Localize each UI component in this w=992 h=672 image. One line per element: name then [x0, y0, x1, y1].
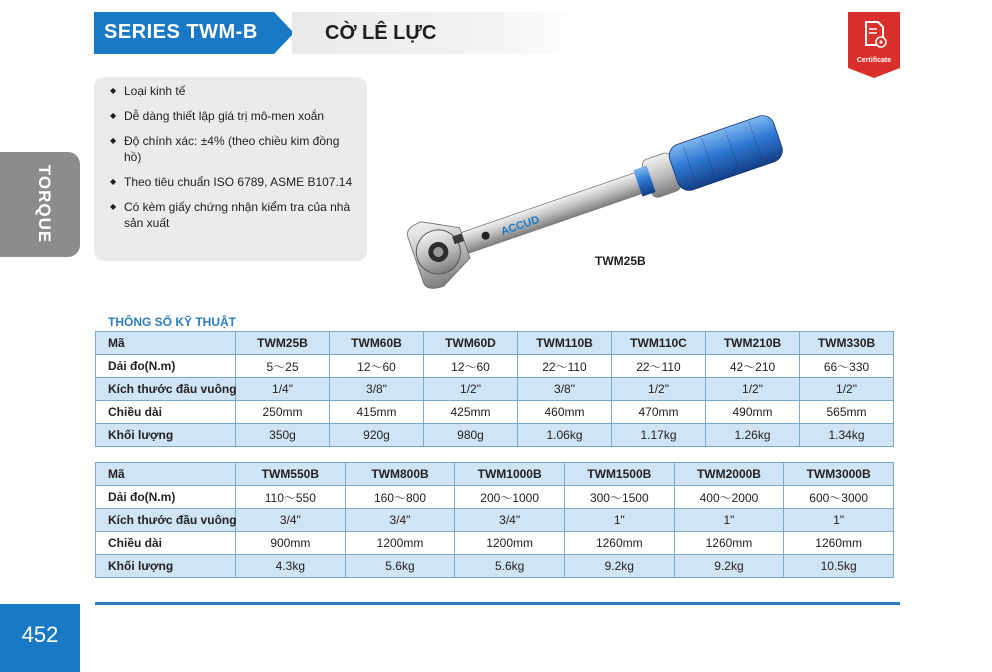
table-cell: 200～1000 — [455, 486, 565, 509]
table-row — [96, 532, 894, 555]
category-side-tab-label: TORQUE — [35, 164, 54, 244]
table-cell: 3/4" — [455, 509, 565, 532]
table-cell: 5～25 — [236, 355, 330, 378]
certificate-icon — [848, 12, 900, 78]
features-box — [94, 77, 367, 261]
table-cell: 66～330 — [800, 355, 894, 378]
page-number-box — [0, 604, 80, 672]
table-header-cell: TWM110B — [518, 332, 612, 355]
table-cell: 10.5kg — [784, 555, 894, 578]
table-row — [96, 486, 894, 509]
table-cell: 470mm — [612, 401, 706, 424]
table-cell: 1/4" — [236, 378, 330, 401]
table-cell: 9.2kg — [674, 555, 784, 578]
table-cell: 110～550 — [236, 486, 346, 509]
table-cell: 160～800 — [345, 486, 455, 509]
table-cell: 4.3kg — [236, 555, 346, 578]
table-cell: 22～110 — [612, 355, 706, 378]
table-cell: 425mm — [424, 401, 518, 424]
table-header-cell: TWM2000B — [674, 463, 784, 486]
table-row — [96, 378, 894, 401]
table-row-label: Kích thước đầu vuông — [96, 509, 236, 532]
table-cell: 12～60 — [330, 355, 424, 378]
table-header-cell: Mã — [96, 332, 236, 355]
table-cell: 1.26kg — [706, 424, 800, 447]
table-row-label: Dải đo(N.m) — [96, 486, 236, 509]
table-cell: 1260mm — [564, 532, 674, 555]
table-row — [96, 424, 894, 447]
table-header-cell: TWM210B — [706, 332, 800, 355]
series-banner — [94, 12, 294, 54]
table-cell: 1260mm — [674, 532, 784, 555]
table-row-label: Chiều dài — [96, 532, 236, 555]
table-cell: 1/2" — [706, 378, 800, 401]
table-cell: 415mm — [330, 401, 424, 424]
table-cell: 5.6kg — [455, 555, 565, 578]
brand-mark: ACCUD — [499, 213, 541, 239]
table-cell: 9.2kg — [564, 555, 674, 578]
table-header-cell: TWM330B — [800, 332, 894, 355]
table-row-label: Chiều dài — [96, 401, 236, 424]
series-label: SERIES TWM-B — [104, 21, 258, 43]
table-cell: 1.06kg — [518, 424, 612, 447]
certificate-badge — [848, 12, 900, 78]
table-header-cell: TWM1500B — [564, 463, 674, 486]
feature-item: ◆ Theo tiêu chuẩn ISO 6789, ASME B107.14 — [110, 174, 357, 190]
table-row-label: Kích thước đầu vuông — [96, 378, 236, 401]
table-cell: 1" — [784, 509, 894, 532]
table-row — [96, 401, 894, 424]
table-cell: 1.17kg — [612, 424, 706, 447]
table-cell: 12～60 — [424, 355, 518, 378]
category-side-tab — [0, 152, 80, 257]
table-row-label: Dải đo(N.m) — [96, 355, 236, 378]
torque-wrench-image — [395, 92, 795, 302]
table-cell: 3/4" — [345, 509, 455, 532]
feature-item: ◆ Có kèm giấy chứng nhận kiểm tra của nhà sản xuất — [110, 199, 357, 231]
table-row — [96, 355, 894, 378]
table-cell: 3/8" — [330, 378, 424, 401]
table-header-cell: TWM110C — [612, 332, 706, 355]
table-cell: 42～210 — [706, 355, 800, 378]
table-cell: 3/4" — [236, 509, 346, 532]
table-cell: 980g — [424, 424, 518, 447]
feature-item: ◆ Dễ dàng thiết lập giá trị mô-men xoắn — [110, 108, 357, 124]
table-cell: 490mm — [706, 401, 800, 424]
table-cell: 350g — [236, 424, 330, 447]
table-header-cell: Mã — [96, 463, 236, 486]
spec-table-2 — [95, 462, 894, 578]
page-title: CỜ LÊ LỰC — [325, 22, 437, 44]
table-cell: 1.34kg — [800, 424, 894, 447]
spec-table-1 — [95, 331, 894, 447]
table-header-row — [96, 463, 894, 486]
table-cell: 5.6kg — [345, 555, 455, 578]
table-cell: 250mm — [236, 401, 330, 424]
table-cell: 1200mm — [345, 532, 455, 555]
certificate-label: Certificate — [856, 57, 892, 64]
table-cell: 300～1500 — [564, 486, 674, 509]
page-number: 452 — [21, 622, 59, 647]
table-header-cell: TWM800B — [345, 463, 455, 486]
table-cell: 600～3000 — [784, 486, 894, 509]
table-cell: 1/2" — [424, 378, 518, 401]
table-header-cell: TWM60B — [330, 332, 424, 355]
product-caption: TWM25B — [595, 254, 646, 268]
bottom-divider — [95, 602, 900, 605]
features-list — [110, 83, 357, 231]
table-cell: 1" — [674, 509, 784, 532]
spec-section-title: THÔNG SỐ KỸ THUẬT — [108, 315, 236, 329]
table-cell: 400～2000 — [674, 486, 784, 509]
feature-item: ◆ Độ chính xác: ±4% (theo chiều kim đồng hồ) — [110, 133, 357, 165]
table-cell: 1/2" — [800, 378, 894, 401]
table-cell: 3/8" — [518, 378, 612, 401]
table-row-label: Khối lượng — [96, 555, 236, 578]
table-row-label: Khối lượng — [96, 424, 236, 447]
table-cell: 1/2" — [612, 378, 706, 401]
table-cell: 1260mm — [784, 532, 894, 555]
table-header-row — [96, 332, 894, 355]
table-header-cell: TWM550B — [236, 463, 346, 486]
table-cell: 22～110 — [518, 355, 612, 378]
table-cell: 1200mm — [455, 532, 565, 555]
table-row — [96, 509, 894, 532]
table-cell: 920g — [330, 424, 424, 447]
table-header-cell: TWM25B — [236, 332, 330, 355]
table-row — [96, 555, 894, 578]
table-cell: 565mm — [800, 401, 894, 424]
feature-item: ◆ Loại kinh tế — [110, 83, 357, 99]
table-cell: 460mm — [518, 401, 612, 424]
table-header-cell: TWM1000B — [455, 463, 565, 486]
table-header-cell: TWM3000B — [784, 463, 894, 486]
table-cell: 900mm — [236, 532, 346, 555]
table-cell: 1" — [564, 509, 674, 532]
table-header-cell: TWM60D — [424, 332, 518, 355]
